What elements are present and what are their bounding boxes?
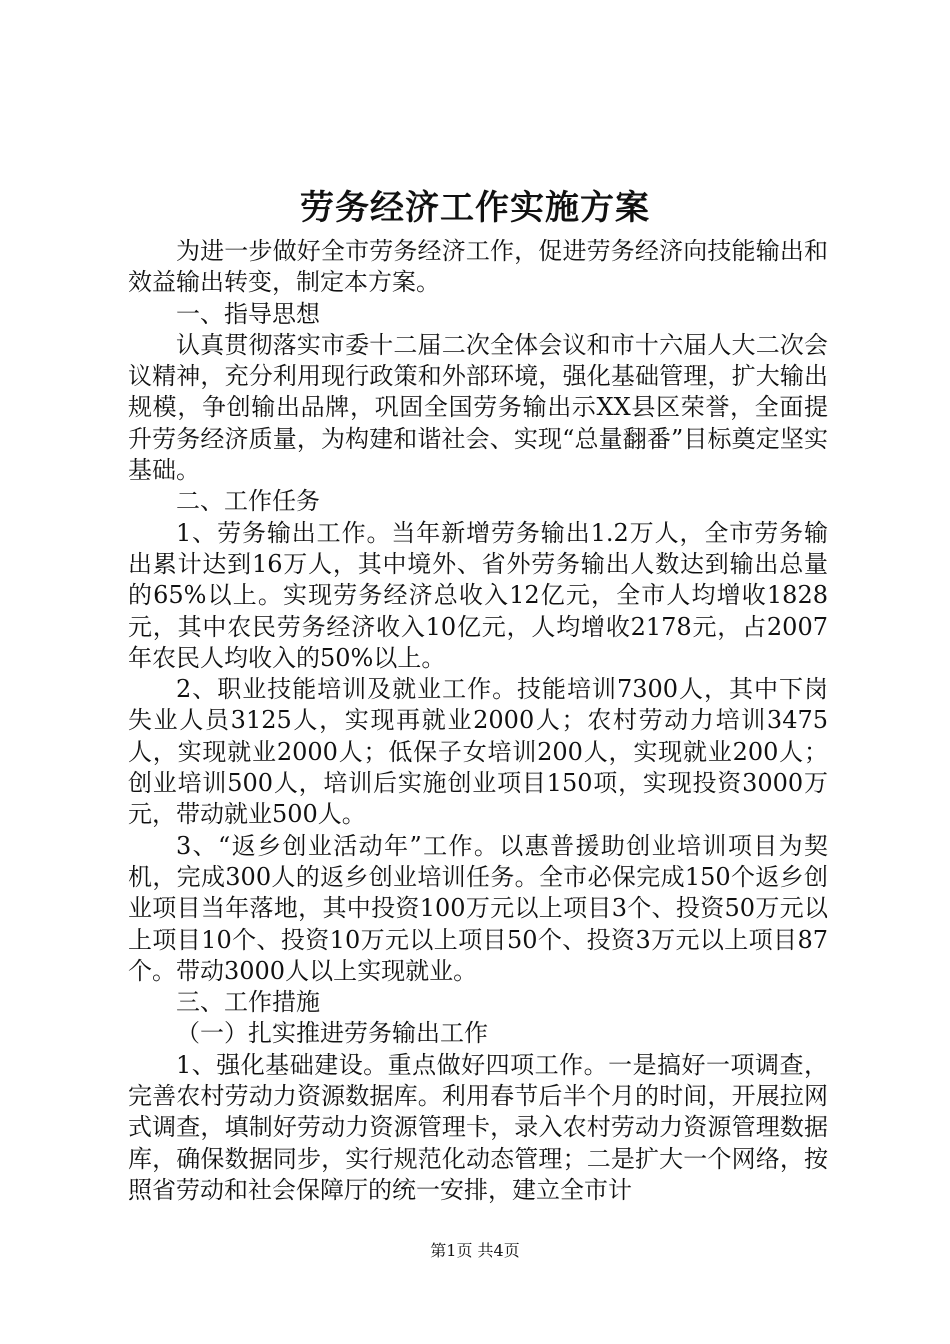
paragraph-task-2: 2、职业技能培训及就业工作。技能培训7300人，其中下岗失业人员3125人，实现再就业2000人；农村劳动力培训3475人，实现就业2000人；低保子女培训200人，实现就业200人；创业培训500人，培训后实施创业项目150项，实现投资3000万元，带动就业500人。 <box>128 675 828 829</box>
paragraph-guiding-ideology: 认真贯彻落实市委十二届二次全体会议和市十六届人大二次会议精神，充分利用现行政策和外部环境，强化基础管理，扩大输出规模，争创输出品牌，巩固全国劳务输出示XX县区荣誉，全面提升劳务经济质量，为构建和谐社会、实现“总量翻番”目标奠定坚实基础。 <box>128 330 828 485</box>
paragraph-task-1: 1、劳务输出工作。当年新增劳务输出1.2万人，全市劳务输出累计达到16万人，其中境外、省外劳务输出人数达到输出总量的65%以上。实现劳务经济总收入12亿元，全市人均增收1828元，其中农民劳务经济收入10亿元，人均增收2178元，占2007年农民人均收入的50%以上。 <box>128 518 828 672</box>
heading-work-tasks: 二、工作任务 <box>176 487 320 516</box>
paragraph-task-3: 3、“返乡创业活动年”工作。以惠普援助创业培训项目为契机，完成300人的返乡创业培训任务。全市必保完成150个返乡创业项目当年落地，其中投资100万元以上项目3个、投资50万元以上项目10个、投资10万元以上项目50个、投资3万元以上项目87个。带动3000人以上实现就业。 <box>128 831 828 985</box>
document-title: 劳务经济工作实施方案 <box>300 188 650 228</box>
paragraph-measure-1: 1、强化基础建设。重点做好四项工作。一是搞好一项调查，完善农村劳动力资源数据库。利用春节后半个月的时间，开展拉网式调查，填制好劳动力资源管理卡，录入农村劳动力资源管理数据库，确保数据同步，实行规范化动态管理；二是扩大一个网络，按照省劳动和社会保障厅的统一安排，建立全市计 <box>128 1050 828 1204</box>
document-body <box>128 236 828 1206</box>
paragraph-intro: 为进一步做好全市劳务经济工作，促进劳务经济向技能输出和效益输出转变，制定本方案。 <box>128 237 828 297</box>
heading-work-measures: 三、工作措施 <box>176 988 320 1017</box>
heading-guiding-ideology: 一、指导思想 <box>176 299 320 328</box>
subheading-labor-export: （一）扎实推进劳务输出工作 <box>176 1019 488 1048</box>
page-number-footer: 第1页 共4页 <box>430 1241 520 1260</box>
